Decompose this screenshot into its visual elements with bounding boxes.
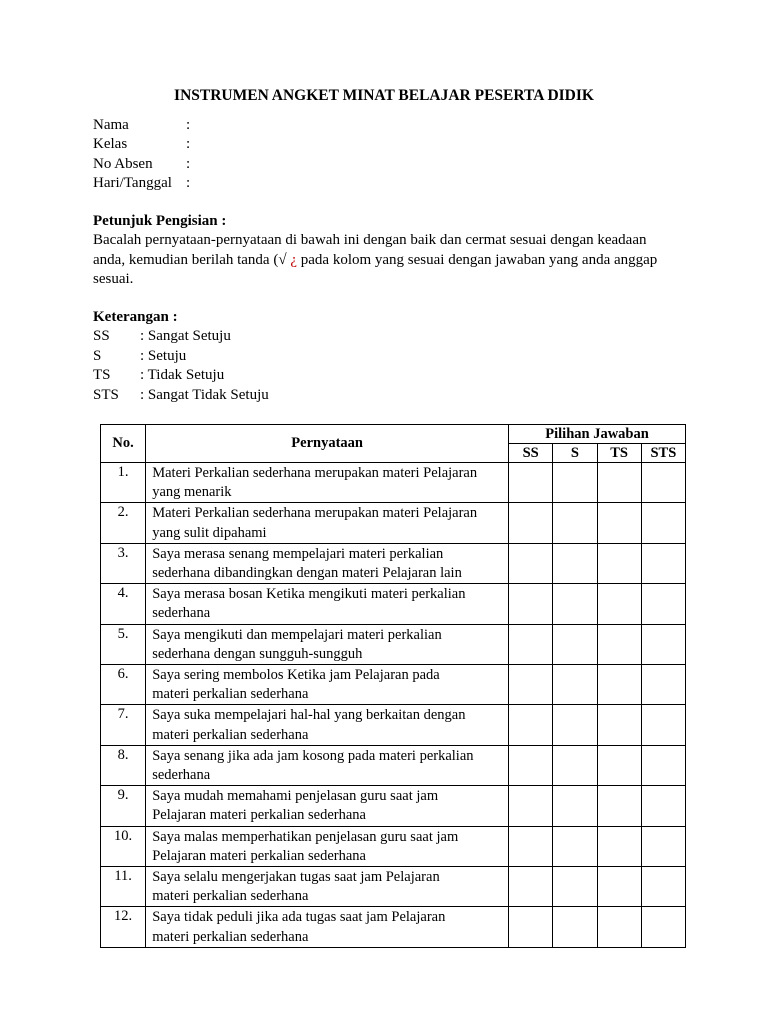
- table-row: [101, 907, 686, 947]
- answer-cell-sts[interactable]: [641, 543, 685, 583]
- answer-cell-ss[interactable]: [509, 543, 553, 583]
- answer-cell-sts[interactable]: [641, 624, 685, 664]
- identity-label: Kelas: [93, 136, 128, 153]
- instructions-line-2-start: anda, kemudian berilah tanda (√: [93, 251, 291, 268]
- legend-abbr: STS: [93, 386, 119, 403]
- header-choices: Pilihan Jawaban: [509, 425, 686, 444]
- answer-cell-sts[interactable]: [641, 745, 685, 785]
- header-statement: Pernyataan: [146, 425, 509, 463]
- answer-cell-s[interactable]: [553, 867, 597, 907]
- legend-item: [93, 327, 269, 346]
- row-statement: [146, 786, 509, 826]
- row-number: 12.: [101, 907, 146, 947]
- answer-cell-ss[interactable]: [509, 665, 553, 705]
- answer-cell-ts[interactable]: [597, 503, 641, 543]
- answer-cell-sts[interactable]: [641, 705, 685, 745]
- legend-abbr: S: [93, 347, 102, 364]
- identity-separator: :: [186, 175, 191, 192]
- answer-cell-s[interactable]: [553, 503, 597, 543]
- statement-line: Saya tidak peduli jika ada tugas saat jam Pelajaran: [152, 909, 446, 926]
- answer-cell-sts[interactable]: [641, 786, 685, 826]
- table-row: [101, 786, 686, 826]
- statement-line: Saya merasa senang mempelajari materi perkalian: [152, 545, 444, 562]
- legend-item: [93, 386, 269, 405]
- row-number: 6.: [101, 665, 146, 705]
- table-row: [101, 665, 686, 705]
- instructions-heading: Petunjuk Pengisian :: [93, 213, 227, 229]
- identity-label: No Absen: [93, 155, 153, 172]
- legend-desc: : Sangat Setuju: [140, 328, 231, 345]
- row-number: 10.: [101, 826, 146, 866]
- answer-cell-s[interactable]: [553, 786, 597, 826]
- identity-row-hari-tanggal: [93, 174, 190, 193]
- row-statement: [146, 463, 509, 503]
- document-title: INSTRUMEN ANGKET MINAT BELAJAR PESERTA DIDIK: [174, 87, 594, 104]
- statement-line: Saya senang jika ada jam kosong pada materi perkalian: [152, 747, 474, 764]
- answer-cell-ss[interactable]: [509, 463, 553, 503]
- answer-cell-ts[interactable]: [597, 463, 641, 503]
- statement-line: yang menarik: [152, 484, 232, 501]
- row-number: 11.: [101, 867, 146, 907]
- header-option-ss: SS: [509, 444, 553, 463]
- header-no: No.: [101, 425, 146, 463]
- answer-cell-ts[interactable]: [597, 867, 641, 907]
- legend-item: [93, 347, 269, 366]
- answer-cell-sts[interactable]: [641, 907, 685, 947]
- statement-line: materi perkalian sederhana: [152, 928, 309, 945]
- table-row: [101, 826, 686, 866]
- identity-row-no-absen: [93, 155, 190, 174]
- row-statement: [146, 745, 509, 785]
- row-statement: [146, 543, 509, 583]
- statement-line: yang sulit dipahami: [152, 524, 267, 541]
- statement-line: Saya malas memperhatikan penjelasan guru saat jam: [152, 828, 459, 845]
- statement-line: sederhana: [152, 767, 211, 784]
- answer-cell-sts[interactable]: [641, 503, 685, 543]
- table-row: [101, 584, 686, 624]
- answer-cell-ss[interactable]: [509, 867, 553, 907]
- row-statement: [146, 867, 509, 907]
- row-statement: [146, 826, 509, 866]
- legend-abbr: SS: [93, 328, 110, 345]
- answer-cell-ss[interactable]: [509, 826, 553, 866]
- row-number: 7.: [101, 705, 146, 745]
- answer-cell-ts[interactable]: [597, 826, 641, 866]
- answer-cell-s[interactable]: [553, 624, 597, 664]
- instructions-line-2-end: pada kolom yang sesuai dengan jawaban yang anda anggap: [297, 251, 658, 268]
- legend-abbr: TS: [93, 367, 111, 384]
- row-statement: [146, 624, 509, 664]
- row-number: 9.: [101, 786, 146, 826]
- statement-line: sederhana: [152, 605, 211, 622]
- statement-line: sederhana dibandingkan dengan materi Pelajaran lain: [152, 565, 462, 582]
- answer-cell-s[interactable]: [553, 665, 597, 705]
- table-row: [101, 745, 686, 785]
- answer-cell-ts[interactable]: [597, 584, 641, 624]
- statement-line: sederhana dengan sungguh-sungguh: [152, 645, 363, 662]
- statement-line: Pelajaran materi perkalian sederhana: [152, 807, 366, 824]
- answer-cell-s[interactable]: [553, 584, 597, 624]
- answer-cell-ss[interactable]: [509, 907, 553, 947]
- answer-cell-ss[interactable]: [509, 503, 553, 543]
- row-number: 4.: [101, 584, 146, 624]
- identity-label: Hari/Tanggal: [93, 175, 172, 192]
- statement-line: Materi Perkalian sederhana merupakan materi Pelajaran: [152, 465, 478, 481]
- statement-line: materi perkalian sederhana: [152, 888, 309, 905]
- identity-label: Nama: [93, 117, 129, 133]
- row-statement: [146, 503, 509, 543]
- table-row: [101, 705, 686, 745]
- row-number: 3.: [101, 543, 146, 583]
- answer-cell-sts[interactable]: [641, 867, 685, 907]
- identity-separator: :: [186, 117, 191, 133]
- instructions-line-3: sesuai.: [93, 271, 134, 288]
- statement-line: Saya mudah memahami penjelasan guru saat jam: [152, 788, 439, 805]
- table-row: [101, 867, 686, 907]
- header-option-sts: STS: [641, 444, 685, 463]
- header-option-s: S: [553, 444, 597, 463]
- answer-cell-s[interactable]: [553, 705, 597, 745]
- row-number: 1.: [101, 463, 146, 503]
- identity-separator: :: [186, 155, 191, 172]
- identity-block: [93, 116, 190, 194]
- answer-cell-ss[interactable]: [509, 624, 553, 664]
- legend-item: [93, 366, 269, 385]
- answer-cell-ts[interactable]: [597, 705, 641, 745]
- table-row: [101, 463, 686, 503]
- answer-cell-ss[interactable]: [509, 745, 553, 785]
- instructions-block: [93, 212, 693, 290]
- table-row: [101, 503, 686, 543]
- identity-separator: :: [186, 136, 191, 153]
- identity-row-kelas: [93, 135, 190, 154]
- statement-line: materi perkalian sederhana: [152, 726, 309, 743]
- answer-cell-s[interactable]: [553, 745, 597, 785]
- answer-cell-ts[interactable]: [597, 543, 641, 583]
- statement-line: Materi Perkalian sederhana merupakan materi Pelajaran: [152, 505, 478, 522]
- answer-cell-ts[interactable]: [597, 907, 641, 947]
- statement-line: Saya merasa bosan Ketika mengikuti materi perkalian: [152, 586, 466, 603]
- legend-desc: : Setuju: [140, 347, 187, 364]
- header-option-ts: TS: [597, 444, 641, 463]
- instructions-line-2: [93, 251, 693, 270]
- instructions-line-1: Bacalah pernyataan-pernyataan di bawah ini dengan baik dan cermat sesuai dengan keadaan: [93, 232, 647, 249]
- statement-line: Saya sering membolos Ketika jam Pelajaran pada: [152, 667, 440, 684]
- answer-cell-sts[interactable]: [641, 665, 685, 705]
- statement-line: materi perkalian sederhana: [152, 686, 309, 703]
- row-statement: [146, 705, 509, 745]
- row-statement: [146, 907, 509, 947]
- identity-row-nama: [93, 116, 190, 135]
- answer-cell-s[interactable]: [553, 907, 597, 947]
- answer-cell-ss[interactable]: [509, 786, 553, 826]
- table-row: [101, 543, 686, 583]
- row-number: 8.: [101, 745, 146, 785]
- statement-line: Saya suka mempelajari hal-hal yang berkaitan dengan: [152, 707, 466, 724]
- legend-heading: Keterangan :: [93, 309, 178, 325]
- table-row: [101, 624, 686, 664]
- answer-cell-s[interactable]: [553, 826, 597, 866]
- answer-cell-s[interactable]: [553, 543, 597, 583]
- answer-cell-s[interactable]: [553, 463, 597, 503]
- answer-cell-ss[interactable]: [509, 584, 553, 624]
- row-number: 2.: [101, 503, 146, 543]
- answer-cell-sts[interactable]: [641, 826, 685, 866]
- row-statement: [146, 665, 509, 705]
- legend-block: [93, 308, 269, 405]
- legend-desc: : Tidak Setuju: [140, 367, 225, 384]
- answer-cell-sts[interactable]: [641, 463, 685, 503]
- answer-cell-ss[interactable]: [509, 705, 553, 745]
- questionnaire-table: [100, 424, 686, 948]
- row-number: 5.: [101, 624, 146, 664]
- instructions-mark: ¿: [290, 251, 297, 268]
- answer-cell-ts[interactable]: [597, 624, 641, 664]
- answer-cell-ts[interactable]: [597, 665, 641, 705]
- statement-line: Saya mengikuti dan mempelajari materi perkalian: [152, 626, 442, 643]
- statement-line: Saya selalu mengerjakan tugas saat jam Pelajaran: [152, 869, 440, 886]
- legend-desc: : Sangat Tidak Setuju: [140, 386, 269, 403]
- answer-cell-ts[interactable]: [597, 745, 641, 785]
- answer-cell-sts[interactable]: [641, 584, 685, 624]
- row-statement: [146, 584, 509, 624]
- answer-cell-ts[interactable]: [597, 786, 641, 826]
- statement-line: Pelajaran materi perkalian sederhana: [152, 847, 366, 864]
